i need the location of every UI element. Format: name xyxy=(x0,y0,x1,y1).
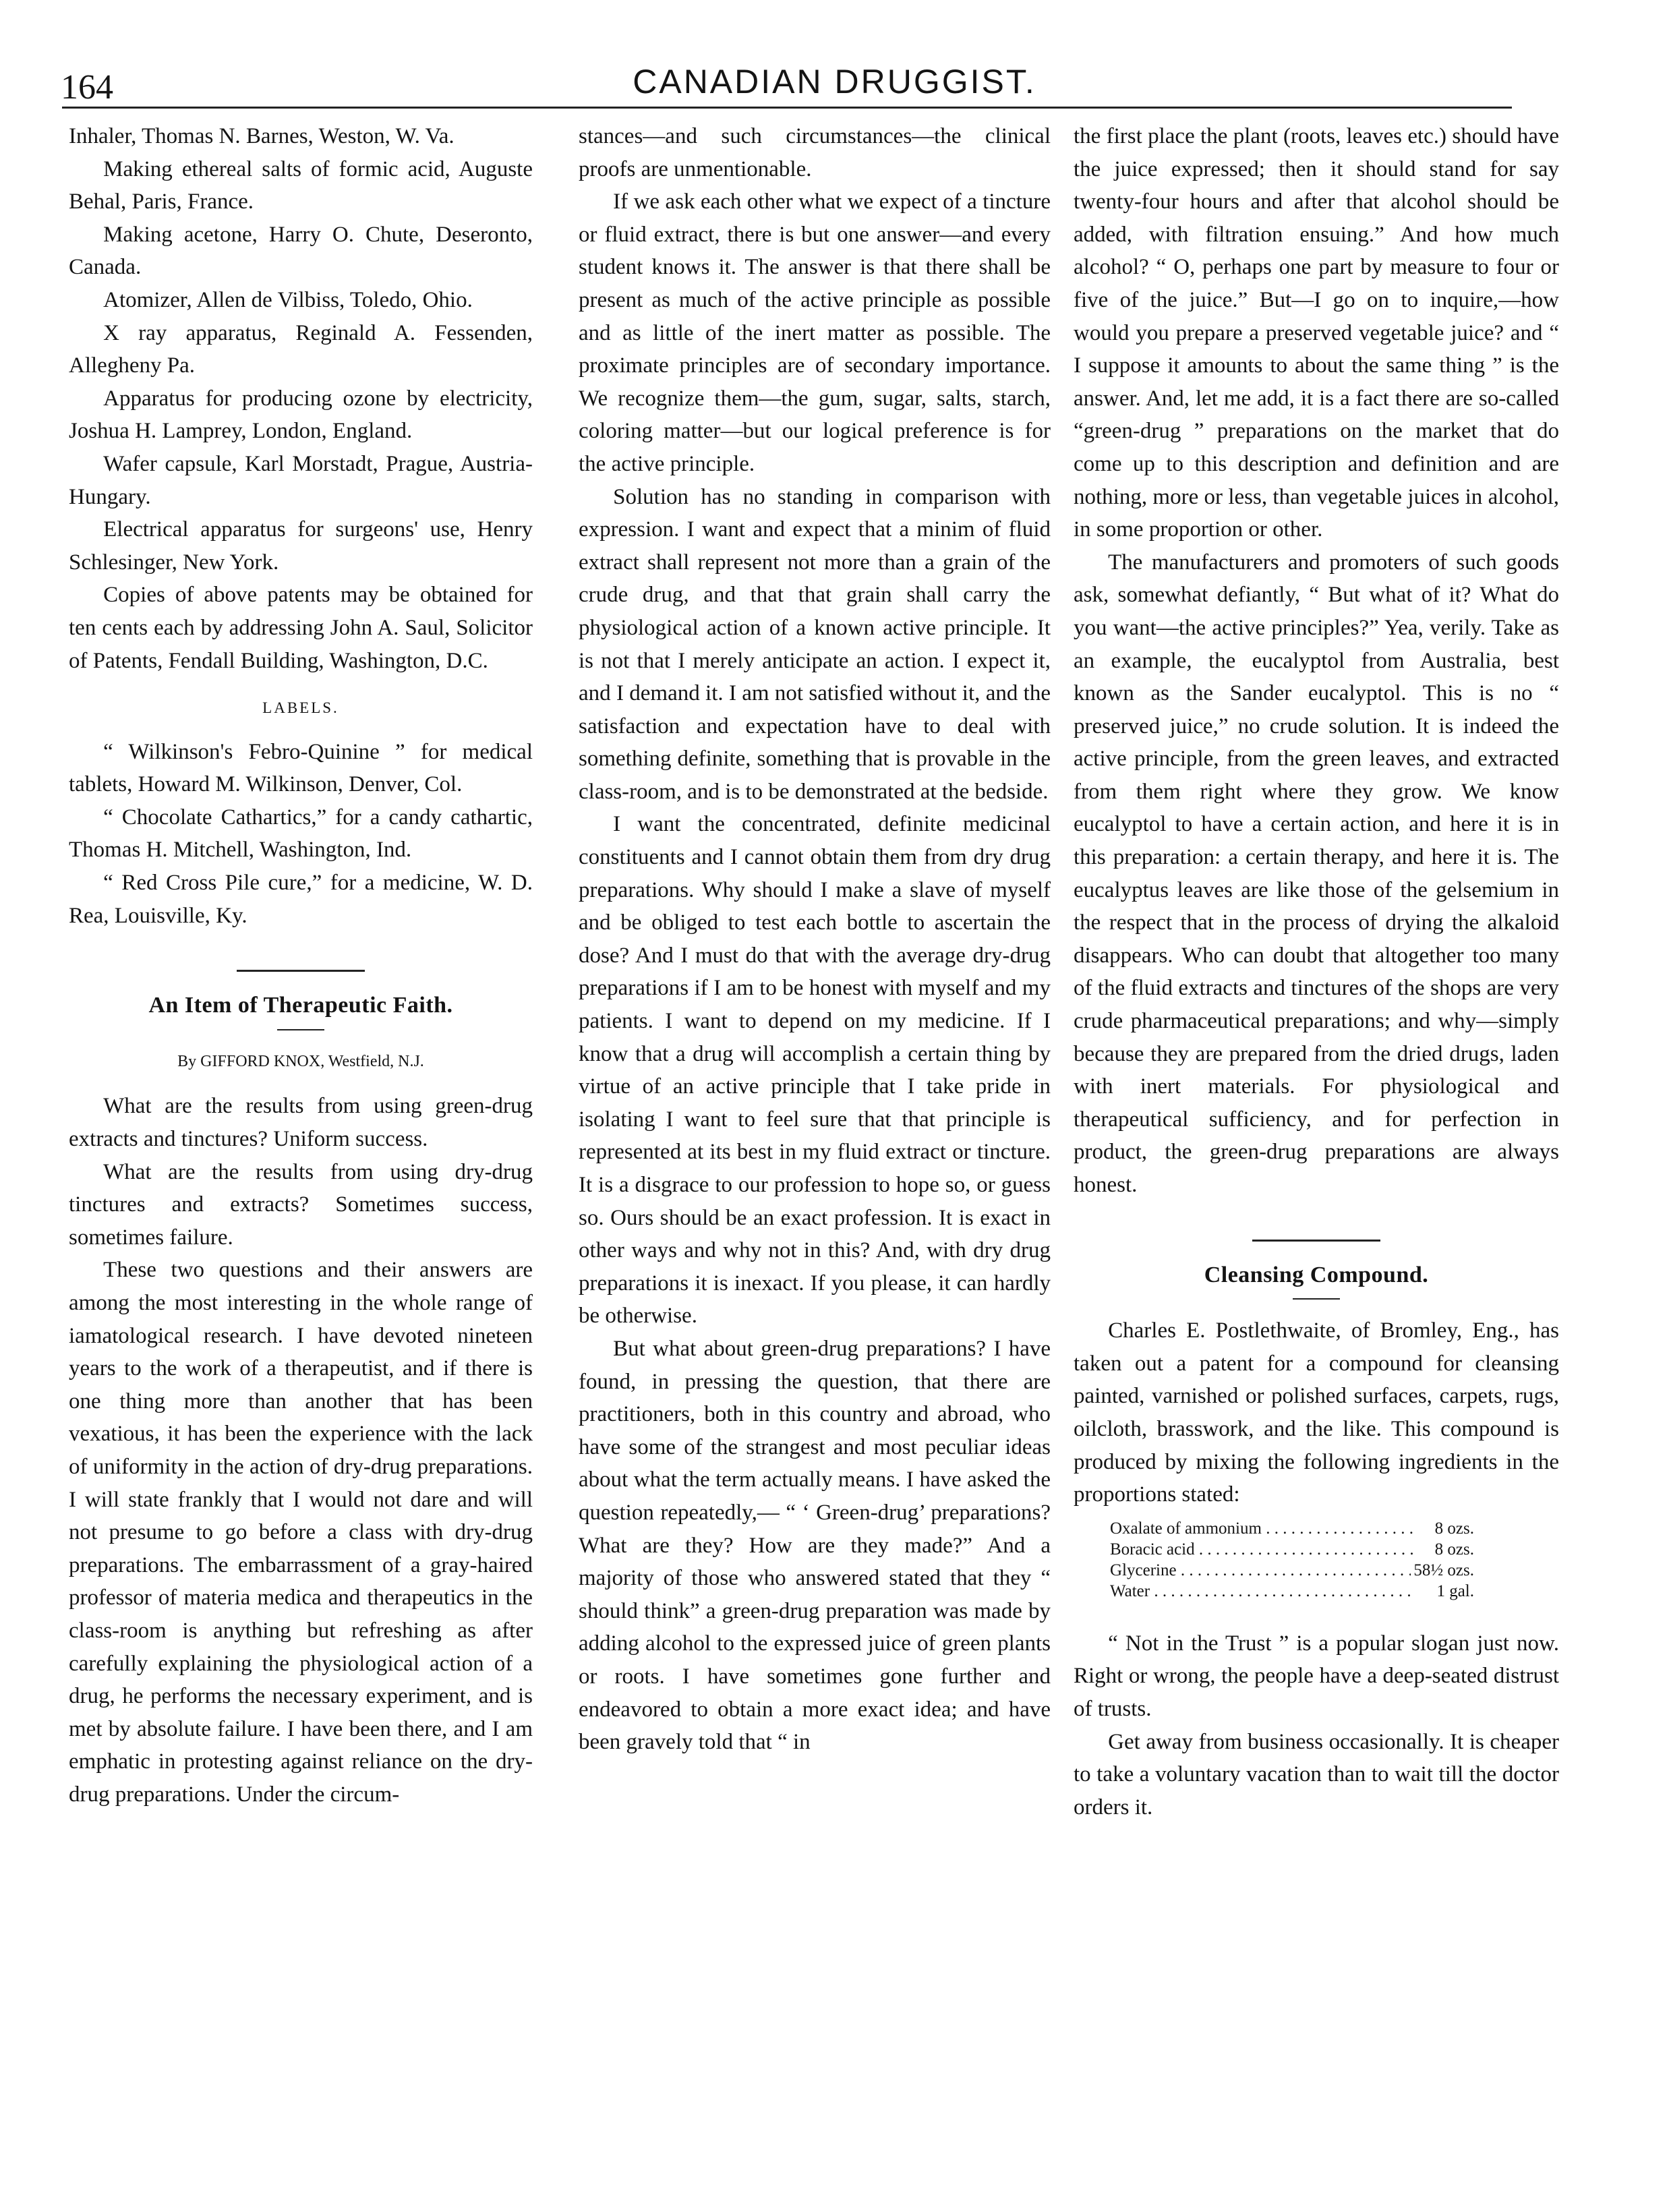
paragraph: stances—and such circumstances—the clinical proofs are unmentionable. xyxy=(579,124,1051,181)
paragraph: “ Chocolate Cathartics,” for a candy cathartic, Thomas H. Mitchell, Washington, Ind. xyxy=(69,805,533,863)
recipe-row xyxy=(1110,1539,1474,1560)
recipe-quantity: 8 ozs. xyxy=(1434,1540,1474,1559)
paragraph: Making ethereal salts of formic acid, Auguste Behal, Paris, France. xyxy=(69,156,533,214)
section-dash xyxy=(1293,1298,1340,1300)
recipe-item: Water . . . xyxy=(1110,1581,1413,1602)
paragraph: Atomizer, Allen de Vilbiss, Toledo, Ohio. xyxy=(103,287,473,312)
article-body-continued xyxy=(579,120,1051,1759)
paragraph: The manufacturers and promoters of such goods ask, somewhat defiantly, “ But what of it? What do you want—the active principles?” Yea, verily. Take as an example, the eucalyptol from Australia, best known as the Sander eucalyptol. This is no “ preserved juice,” no crude solution. It is indeed the active principle, from the green leaves, and extracted from them right where they grow. We know eucalyptol to have a certain action, and here it is in this preparation: a certain therapy, and here it is. The eucalyptus leaves are like those of the gelsemium in the respect that in the process of drying the alkaloid disappears. Who can doubt that altogether too many of the fluid extracts and tinctures of the shops are very crude pharmaceutical preparations; and why—simply because they are prepared from the dried drugs, laden with inert materials. For physiological and therapeutical sufficiency, and for perfection in product, the green-drug preparations are always honest. xyxy=(1074,550,1559,1197)
paragraph: Apparatus for producing ozone by electricity, Joshua H. Lamprey, London, England. xyxy=(69,386,533,444)
paragraph: “ Not in the Trust ” is a popular slogan just now. Right or wrong, the people have a deep-seated distrust of trusts. xyxy=(1074,1631,1559,1721)
column-3 xyxy=(1074,120,1559,1824)
recipe-quantity: 8 ozs. xyxy=(1434,1519,1474,1538)
recipe-row xyxy=(1110,1518,1474,1539)
title-dash xyxy=(277,1029,324,1030)
paragraph: I want the concentrated, definite medicinal constituents and I cannot obtain them from dry drug preparations. Why should I make a slave of myself and be obliged to test each bottle to ascertain the dose? And I must do that with the average dry-drug preparations if I am to be honest with myself and my patients. I want to depend on my medicine. If I know that a drug will accomplish a certain thing by virtue of an active principle that I take pride in isolating I want to feel sure that that principle is represented at its best in my fluid extract or tincture. It is a disgrace to our profession to hope so, or guess so. Ours should be an exact profession. It is exact in other ways and why not in this? And, with dry drug preparations it is inexact. If you please, it can hardly be otherwise. xyxy=(579,812,1051,1329)
recipe-row xyxy=(1110,1560,1474,1581)
paragraph: What are the results from using dry-drug tinctures and extracts? Sometimes success, sometimes failure. xyxy=(69,1159,533,1250)
recipe-quantity: 58½ ozs. xyxy=(1413,1561,1474,1579)
section-title: Cleansing Compound. xyxy=(1204,1262,1429,1287)
patent-list xyxy=(69,120,533,677)
paragraph: “ Red Cross Pile cure,” for a medicine, W. D. Rea, Louisville, Ky. xyxy=(69,871,533,928)
article-divider xyxy=(237,970,365,972)
article-title: An Item of Therapeutic Faith. xyxy=(148,993,453,1018)
article-body-end xyxy=(1074,120,1559,1202)
labels-heading: LABELS. xyxy=(262,699,339,717)
section-divider xyxy=(1252,1240,1380,1242)
paragraph: Inhaler, Thomas N. Barnes, Weston, W. Va. xyxy=(69,124,455,148)
recipe-row xyxy=(1110,1581,1474,1602)
paragraph: But what about green-drug preparations? I have found, in pressing the question, that there are practitioners, both in this country and abroad, who have some of the strangest and most peculiar ideas about what the term actually means. I have asked the question repeatedly,— “ ‘ Green-drug’ preparations? What are they? How are they made?” And a majority of those who answered stated that they “ should think” a green-drug preparation was made by adding alcohol to the expressed juice of green plants or roots. I have sometimes gone further and endeavored to obtain a more exact idea; and have been gravely told that “ in xyxy=(579,1336,1051,1755)
paragraph: Copies of above patents may be obtained for ten cents each by addressing John A. Saul, Solicitor of Patents, Fendall Building, Washington, D.C. xyxy=(69,583,533,673)
header-rule xyxy=(62,107,1512,109)
recipe-quantity: 1 gal. xyxy=(1436,1581,1474,1600)
paragraph: Making acetone, Harry O. Chute, Deseronto, Canada. xyxy=(69,222,533,280)
section-paragraph: Charles E. Postlethwaite, of Bromley, Eng., has taken out a patent for a compound for cleansing painted, varnished or polished surfaces, carpets, rugs, oilcloth, brasswork, and the like. This compound is produced by mixing the following ingredients in the proportions stated: xyxy=(1074,1318,1559,1507)
paragraph: Solution has no standing in comparison with expression. I want and expect that a minim of fluid extract shall represent not more than a grain of the crude drug, and that that grain shall carry the physiological action of a known active principle. It is not that I merely anticipate an action. I expect it, and I demand it. I am not satisfied without it, and the satisfaction and expectation have to deal with something definite, something that is provable in the class-room, and is to be demonstrated at the bedside. xyxy=(579,484,1051,804)
journal-title: CANADIAN DRUGGIST. xyxy=(633,63,1036,100)
column-2 xyxy=(579,120,1051,1759)
paragraph: Get away from business occasionally. It is cheaper to take a voluntary vacation than to wait till the doctor orders it. xyxy=(1074,1729,1559,1820)
recipe-item: Boracic acid . . . xyxy=(1110,1539,1413,1560)
column-1 xyxy=(69,120,533,1811)
closing-notes xyxy=(1074,1627,1559,1824)
recipe-table xyxy=(1110,1518,1474,1602)
label-list xyxy=(69,736,533,933)
page-number: 164 xyxy=(61,68,113,107)
paragraph: “ Wilkinson's Febro-Quinine ” for medical tablets, Howard M. Wilkinson, Denver, Col. xyxy=(69,739,533,797)
paragraph: What are the results from using green-drug extracts and tinctures? Uniform success. xyxy=(69,1094,533,1152)
paragraph: Electrical apparatus for surgeons' use, Henry Schlesinger, New York. xyxy=(69,517,533,575)
paragraph: X ray apparatus, Reginald A. Fessenden, Allegheny Pa. xyxy=(69,320,533,378)
paragraph: If we ask each other what we expect of a tincture or fluid extract, there is but one answer—and every student knows it. The answer is that there shall be present as much of the active principle as possible and as little of the inert matter as possible. The proximate principles are of secondary importance. We recognize them—the gum, sugar, salts, starch, coloring matter—but our logical preference is for the active principle. xyxy=(579,190,1051,476)
paragraph: These two questions and their answers are among the most interesting in the whole range of iamatological research. I have devoted nineteen years to the work of a therapeutist, and if there is one thing more than another that has been vexatious, it has been the experience with the lack of uniformity in the action of dry-drug preparations. I will state frankly that I would not dare and will not presume to go before a class with dry-drug preparations. The embarrassment of a gray-haired professor of materia medica and therapeutics in the class-room is anything but refreshing as after carefully explaining the physiological action of a drug, he performs the necessary experiment, and is met by absolute failure. I have been there, and I am emphatic in protesting against reliance on the dry-drug preparations. Under the circum- xyxy=(69,1258,533,1807)
byline: By GIFFORD KNOX, Westfield, N.J. xyxy=(177,1052,424,1070)
paragraph: Wafer capsule, Karl Morstadt, Prague, Austria-Hungary. xyxy=(69,451,533,509)
recipe-item: Oxalate of ammonium . . . xyxy=(1110,1518,1413,1539)
recipe-item: Glycerine . . . xyxy=(1110,1560,1411,1581)
paragraph: the first place the plant (roots, leaves etc.) should have the juice expressed; then it should stand for say twenty-four hours and after that alcohol should be added, with filtration ensuing.” And how much alcohol? “ O, perhaps one part by measure to four or five of the juice.” But—I go on to inquire,—how would you prepare a preserved vegetable juice? and “ I suppose it amounts to about the same thing ” is the answer. And, let me add, it is a fact there are so-called “green-drug ” preparations on the market that do come up to this description and definition and are nothing, more or less, than vegetable juices in alcohol, in some proportion or other. xyxy=(1074,124,1559,542)
article-body xyxy=(69,1090,533,1811)
